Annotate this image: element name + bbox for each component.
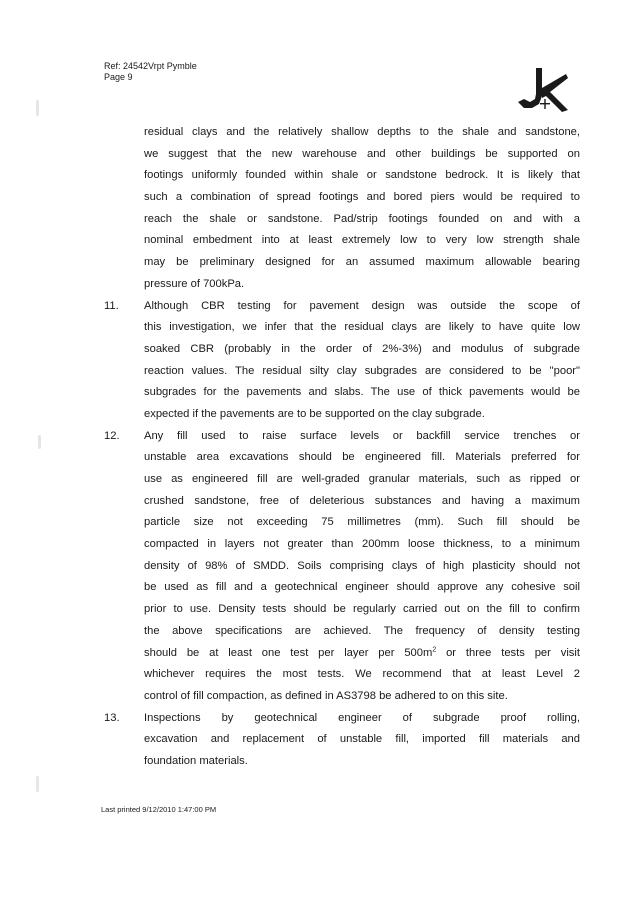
document-body (104, 122, 580, 773)
paragraph-line: such a combination of spread footings and bored piers would be required to (144, 191, 580, 204)
jk-logo-icon (506, 66, 570, 116)
paragraph-line: reach the shale or sandstone. Pad/strip footings founded on and with a (144, 212, 580, 225)
paragraph-line: foundation materials. (144, 754, 248, 767)
paragraph-line: density of 98% of SMDD. Soils comprising clays of high plasticity should not (144, 559, 580, 572)
scan-mark (36, 776, 39, 792)
paragraph-line: soaked CBR (probably in the order of 2%-3%) and modulus of subgrade (144, 342, 580, 355)
paragraph-line: Any fill used to raise surface levels or backfill service trenches or (144, 429, 580, 442)
list-item-13 (104, 708, 580, 730)
paragraph-line: crushed sandstone, free of deleterious substances and having a maximum (144, 494, 580, 507)
paragraph-line: footings uniformly founded within shale or sandstone bedrock. It is likely that (144, 169, 580, 182)
print-footer: Last printed 9/12/2010 1:47:00 PM (101, 805, 217, 814)
paragraph-line: this investigation, we infer that the residual clays are likely to have quite low (144, 321, 580, 334)
paragraph-line: unstable area excavations should be engineered fill. Materials preferred for (144, 451, 580, 464)
item-number: 12. (104, 429, 120, 442)
paragraph-line: use as engineered fill are well-graded granular materials, such as ripped or (144, 473, 580, 485)
paragraph-line: be used as fill and a geotechnical engineer should approve any cohesive soil (144, 581, 580, 594)
paragraph-line: prior to use. Density tests should be regularly carried out on the fill to confirm (144, 603, 580, 616)
paragraph-line: Inspections by geotechnical engineer of subgrade proof rolling, (144, 711, 580, 724)
scan-mark (36, 100, 39, 116)
paragraph-line: residual clays and the relatively shallow depths to the shale and sandstone, (144, 126, 580, 138)
paragraph-line: Although CBR testing for pavement design was outside the scope of (144, 299, 580, 312)
sup-line-before: should be at least one test per layer per 500m (144, 646, 433, 659)
paragraph-line: control of fill compaction, as defined in AS3798 be adhered to on this site. (144, 689, 508, 702)
scan-mark (38, 435, 41, 449)
list-item-11 (104, 296, 580, 318)
paragraph-line (104, 643, 580, 665)
reference-number: Ref: 24542Vrpt Pymble (104, 61, 197, 71)
sup-line-after: or three tests per visit (436, 646, 580, 659)
list-item-12 (104, 426, 580, 448)
superscript: 2 (432, 645, 437, 653)
paragraph-line: we suggest that the new warehouse and other buildings be supported on (144, 147, 580, 160)
paragraph-line: may be preliminary designed for an assumed maximum allowable bearing (144, 256, 580, 269)
paragraph-line: reaction values. The residual silty clay subgrades are considered to be "poor" (144, 364, 580, 377)
item-number: 11. (104, 299, 119, 312)
paragraph-line: nominal embedment into at least extremely low to very low strength shale (144, 234, 580, 247)
paragraph-line: expected if the pavements are to be supported on the clay subgrade. (144, 407, 485, 420)
page-number: Page 9 (104, 72, 133, 82)
paragraph-line: compacted in layers not greater than 200mm loose thickness, to a minimum (144, 538, 580, 551)
paragraph-line: excavation and replacement of unstable fill, imported fill materials and (144, 733, 580, 746)
paragraph-line: subgrades for the pavements and slabs. The use of thick pavements would be (144, 386, 580, 399)
paragraph-line: the above specifications are achieved. The frequency of density testing (144, 624, 580, 637)
paragraph-line: whichever requires the most tests. We recommend that at least Level 2 (144, 668, 580, 681)
paragraph-line: particle size not exceeding 75 millimetres (mm). Such fill should be (144, 516, 580, 529)
paragraph-line: pressure of 700kPa. (144, 277, 245, 290)
item-number: 13. (104, 711, 120, 724)
reference-header (104, 61, 197, 83)
